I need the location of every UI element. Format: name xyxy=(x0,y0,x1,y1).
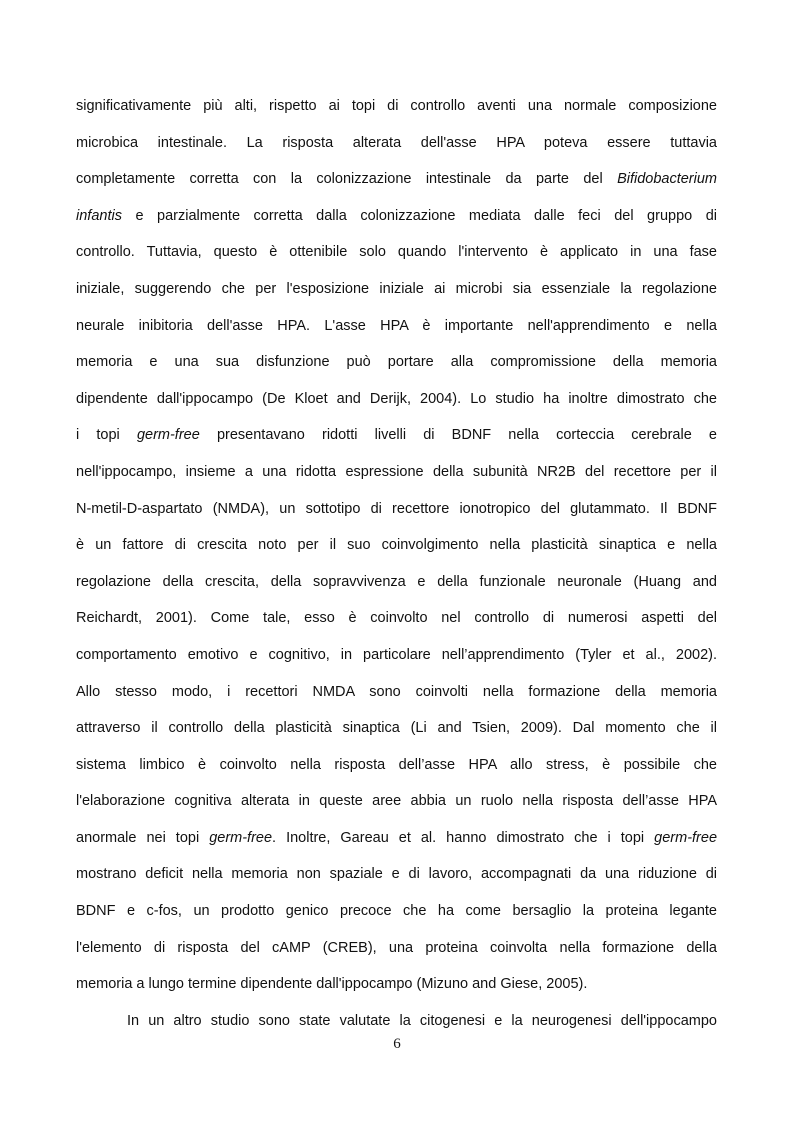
text-line xyxy=(76,1003,717,1040)
text-segment: memoria e una sua disfunzione può portare alla compromissione della memoria xyxy=(76,354,717,371)
text-segment: l'elaborazione cognitiva alterata in queste aree abbia un ruolo nella risposta dell’asse HPA xyxy=(76,793,717,810)
text-line xyxy=(76,161,717,198)
text-line xyxy=(76,344,717,381)
body-text xyxy=(76,88,717,1039)
text-segment: comportamento emotivo e cognitivo, in particolare nell’apprendimento (Tyler et al., 2002). xyxy=(76,646,717,663)
text-segment: . Inoltre, Gareau et al. hanno dimostrato che i topi xyxy=(272,829,655,846)
text-segment: iniziale, suggerendo che per l'esposizione iniziale ai microbi sia essenziale la regolazione xyxy=(76,280,717,297)
italic-term: germ-free xyxy=(136,427,200,444)
text-segment: significativamente più alti, rispetto ai topi di controllo aventi una normale composizione xyxy=(76,98,717,114)
text-line xyxy=(76,710,717,747)
text-line xyxy=(76,417,717,454)
text-line xyxy=(76,856,717,893)
text-line xyxy=(76,198,717,235)
text-segment: presentavano ridotti livelli di BDNF nella corteccia cerebrale e xyxy=(199,427,717,444)
text-segment: controllo. Tuttavia, questo è ottenibile solo quando l'intervento è applicato in una fase xyxy=(76,244,717,261)
text-segment: mostrano deficit nella memoria non spaziale e di lavoro, accompagnati da una riduzione di xyxy=(76,866,717,883)
text-line xyxy=(76,88,717,125)
page-number: 6 xyxy=(393,1036,401,1052)
text-segment: memoria a lungo termine dipendente dall'ippocampo (Mizuno and Giese, 2005). xyxy=(76,976,588,993)
text-segment: i topi xyxy=(76,427,137,444)
text-segment: attraverso il controllo della plasticità sinaptica (Li and Tsien, 2009). Dal momento che il xyxy=(76,720,717,737)
italic-term: Bifidobacterium xyxy=(617,171,717,188)
text-segment: completamente corretta con la colonizzazione intestinale da parte del xyxy=(76,171,618,188)
text-line xyxy=(76,600,717,637)
text-line xyxy=(76,637,717,674)
text-line xyxy=(76,674,717,711)
text-segment: e parzialmente corretta dalla colonizzazione mediata dalle feci del gruppo di xyxy=(121,207,717,224)
italic-term: germ-free xyxy=(209,829,273,846)
text-line xyxy=(76,783,717,820)
text-line xyxy=(76,308,717,345)
text-line xyxy=(76,381,717,418)
text-segment: Allo stesso modo, i recettori NMDA sono coinvolti nella formazione della memoria xyxy=(76,683,717,700)
italic-term: infantis xyxy=(76,207,122,224)
text-segment: neurale inibitoria dell'asse HPA. L'asse HPA è importante nell'apprendimento e nella xyxy=(76,317,717,334)
text-segment: l'elemento di risposta del cAMP (CREB), una proteina coinvolta nella formazione della xyxy=(76,939,717,956)
text-segment: microbica intestinale. La risposta alterata dell'asse HPA poteva essere tuttavia xyxy=(76,134,717,151)
text-segment: dipendente dall'ippocampo (De Kloet and Derijk, 2004). Lo studio ha inoltre dimostrato che xyxy=(76,390,717,407)
text-line xyxy=(76,930,717,967)
text-segment: regolazione della crescita, della sopravvivenza e della funzionale neuronale (Huang and xyxy=(76,573,717,590)
text-segment: è un fattore di crescita noto per il suo coinvolgimento nella plasticità sinaptica e nella xyxy=(76,537,717,554)
text-segment: BDNF e c-fos, un prodotto genico precoce che ha come bersaglio la proteina legante xyxy=(76,903,717,920)
text-line xyxy=(76,454,717,491)
text-line xyxy=(76,564,717,601)
text-line xyxy=(76,820,717,857)
text-line xyxy=(76,491,717,528)
text-line xyxy=(76,271,717,308)
text-line xyxy=(76,527,717,564)
text-segment: Reichardt, 2001). Come tale, esso è coinvolto nel controllo di numerosi aspetti del xyxy=(76,610,717,627)
text-line xyxy=(76,966,717,1003)
text-line xyxy=(76,747,717,784)
text-segment: anormale nei topi xyxy=(76,829,210,846)
text-segment: In un altro studio sono state valutate la citogenesi e la neurogenesi dell'ippocampo xyxy=(127,1012,717,1029)
text-segment: sistema limbico è coinvolto nella risposta dell’asse HPA allo stress, è possibile che xyxy=(76,756,717,773)
text-segment: nell'ippocampo, insieme a una ridotta espressione della subunità NR2B del recettore per il xyxy=(76,463,717,480)
text-segment: N-metil-D-aspartato (NMDA), un sottotipo di recettore ionotropico del glutammato. Il BDNF xyxy=(76,500,717,517)
text-line xyxy=(76,125,717,162)
italic-term: germ-free xyxy=(654,829,717,846)
text-line xyxy=(76,234,717,271)
text-line xyxy=(76,893,717,930)
